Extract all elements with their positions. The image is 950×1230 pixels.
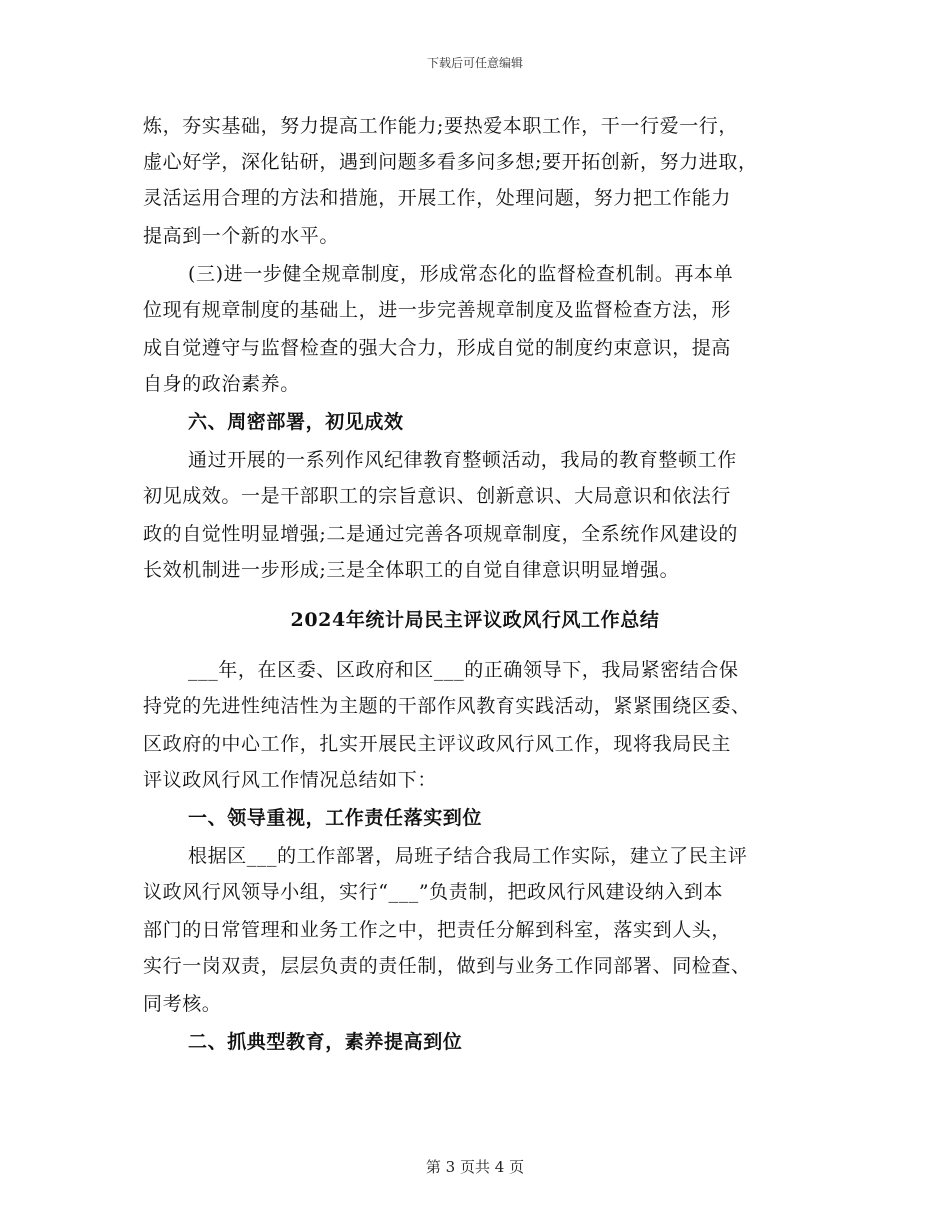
paragraph-line: 长效机制进一步形成;三是全体职工的自觉自律意识明显增强。 bbox=[143, 559, 680, 581]
paragraph-line: 持党的先进性纯洁性为主题的干部作风教育实践活动，紧紧围绕区委、 bbox=[143, 695, 751, 717]
paragraph-line: 议政风行风领导小组，实行“___”负责制，把政风行风建设纳入到本 bbox=[143, 881, 724, 903]
paragraph-line: 同考核。 bbox=[143, 993, 222, 1015]
paragraph-line: 区政府的中心工作，扎实开展民主评议政风行风工作，现将我局民主 bbox=[143, 733, 732, 755]
paragraph-line: 根据区___的工作部署，局班子结合我局工作实际，建立了民主评 bbox=[188, 845, 748, 867]
page-number-footer: 第 3 页共 4 页 bbox=[425, 1158, 525, 1176]
document-title: 2024年统计局民主评议政风行风工作总结 bbox=[290, 609, 660, 631]
section-heading: 一、领导重视，工作责任落实到位 bbox=[188, 807, 483, 829]
paragraph-line: 位现有规章制度的基础上，进一步完善规章制度及监督检查方法，形 bbox=[143, 299, 732, 321]
paragraph-line: 通过开展的一系列作风纪律教育整顿活动，我局的教育整顿工作 bbox=[188, 449, 737, 471]
paragraph-line: 评议政风行风工作情况总结如下： bbox=[143, 769, 438, 791]
paragraph-line: 自身的政治素养。 bbox=[143, 373, 300, 395]
paragraph-line: 炼，夯实基础，努力提高工作能力;要热爱本职工作，干一行爱一行， bbox=[143, 115, 739, 137]
paragraph-line: (三)进一步健全规章制度，形成常态化的监督检查机制。再本单 bbox=[188, 263, 734, 285]
page-header-note: 下载后可任意编辑 bbox=[426, 56, 523, 70]
section-heading: 六、周密部署，初见成效 bbox=[188, 411, 404, 433]
paragraph-line: 实行一岗双责，层层负责的责任制，做到与业务工作同部署、同检查、 bbox=[143, 955, 751, 977]
paragraph-line: 提高到一个新的水平。 bbox=[143, 225, 340, 247]
paragraph-line: 初见成效。一是干部职工的宗旨意识、创新意识、大局意识和依法行 bbox=[143, 485, 732, 507]
paragraph-line: 政的自觉性明显增强;二是通过完善各项规章制度，全系统作风建设的 bbox=[143, 523, 739, 545]
paragraph-line: ___年，在区委、区政府和区___的正确领导下，我局紧密结合保 bbox=[188, 659, 739, 681]
paragraph-line: 成自觉遵守与监督检查的强大合力，形成自觉的制度约束意识，提高 bbox=[143, 337, 732, 359]
paragraph-line: 部门的日常管理和业务工作之中，把责任分解到科室，落实到人头， bbox=[143, 919, 732, 941]
paragraph-line: 虚心好学，深化钻研，遇到问题多看多问多想;要开拓创新，努力进取， bbox=[143, 151, 758, 173]
paragraph-line: 灵活运用合理的方法和措施，开展工作，处理问题，努力把工作能力 bbox=[143, 187, 732, 209]
section-heading: 二、抓典型教育，素养提高到位 bbox=[188, 1031, 463, 1053]
